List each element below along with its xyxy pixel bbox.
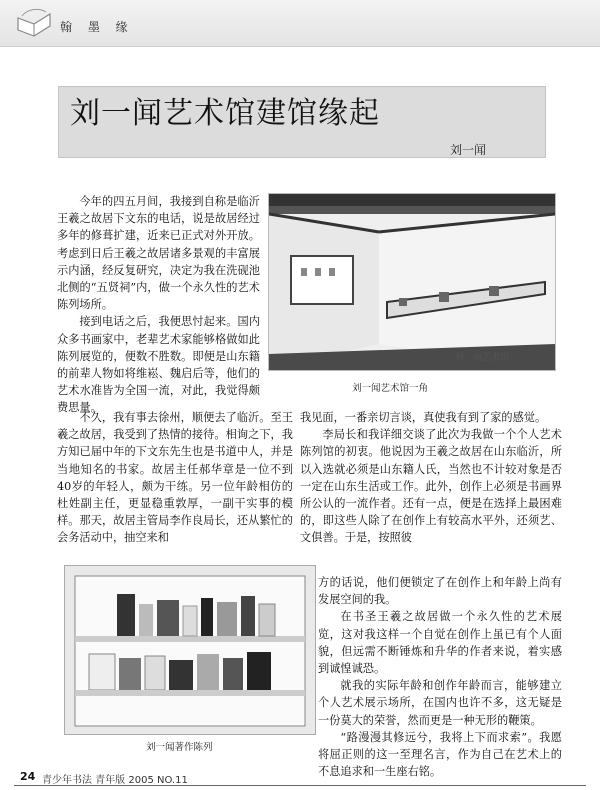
books-illustration [65, 566, 315, 734]
paragraph: “路漫漫其修远兮，我将上下而求索”。我愿将屈正则的这一至理名言，作为自己在艺术上的不息追求和一生座右铭。 [318, 730, 562, 779]
right-column-lower [318, 574, 562, 780]
right-column [300, 409, 562, 547]
article-title: 刘一闻艺术馆建馆缘起 [70, 96, 380, 131]
book-logo-icon [14, 6, 54, 40]
left-column-mid [57, 409, 293, 547]
paragraph: 方的话说，他们便锁定了在创作上和年龄上尚有发展空间的我。 [318, 576, 562, 607]
article-author: 刘一闻 [450, 143, 487, 157]
bottom-photo-caption: 刘一闻著作陈列 [146, 742, 213, 753]
magazine-name: 青少年书法 青年版 2005 NO.11 [42, 775, 188, 786]
top-photo-caption: 刘一闻艺术馆一角 [352, 383, 429, 394]
paragraph: 我见面，一番亲切言谈，真使我有到了家的感觉。 [300, 411, 547, 424]
paragraph: 接到电话之后，我便思忖起来。国内众多书画家中，老辈艺术家能够格做如此陈列展览的，便数不胜数。即便是山东籍的前辈人物如将维崧、魏启后等，他们的艺术水准皆为全国一流，对此，我觉得颇费思量。 [57, 315, 260, 415]
paragraph: 在书圣王羲之故居做一个永久性的艺术展览，这对我这样一个自觉在创作上虽已有个人面貌，但远需不断锤炼和升华的作者来说，着实感到诚惶诚恐。 [318, 610, 562, 676]
page-number: 24 [20, 770, 36, 783]
gallery-illustration [269, 194, 555, 370]
books-photo [64, 565, 316, 735]
paragraph: 今年的四五月间，我接到自称是临沂王羲之故居下文东的电话，说是故居经过多年的修葺扩建，近来已正式对外开放。考虑到日后王羲之故居诸多景观的丰富展示内涵，经反复研究，决定为我在洗砚池北侧的“五贤祠”内，做一个永久性的艺术陈列场所。 [57, 195, 260, 312]
paragraph: 不久，我有事去徐州，顺便去了临沂。至王羲之故居，我受到了热情的接待。相询之下，我方知已届中年的下文东先生也是书道中人，并是当地知名的书家。故居主任郝华章是一位不到40岁的年轻人，颇为干练。另一位年龄相仿的杜姓副主任，更显稳重敦厚，一副干实事的模样。那天，故居主管局李作良局长，还从繁忙的会务活动中，抽空来和 [57, 411, 293, 545]
paragraph: 就我的实际年龄和创作年龄而言，能够建立个人艺术展示场所，在国内也许不多，这无疑是一份莫大的荣誉，然而更是一种无形的鞭策。 [318, 679, 562, 727]
left-column-top [57, 193, 260, 417]
section-label: 翰 墨 缘 [60, 20, 134, 34]
gallery-photo [268, 193, 556, 371]
paragraph: 李局长和我详细交谈了此次为我做一个个人艺术陈列馆的初衷。他说因为王羲之故居在山东临沂，所以入选就必须是山东籍人氏，当然也不计较对象是否一定在山东生活或工作。此外，创作上必须是书画界所公认的一流作者。还有一点，便是在选择上最困难的，即这些人除了在创作上有较高水平外，还须艺、文俱善。于是，按照彼 [300, 428, 562, 545]
photo-overlay-text: 刘一闻艺术馆 [455, 353, 510, 363]
